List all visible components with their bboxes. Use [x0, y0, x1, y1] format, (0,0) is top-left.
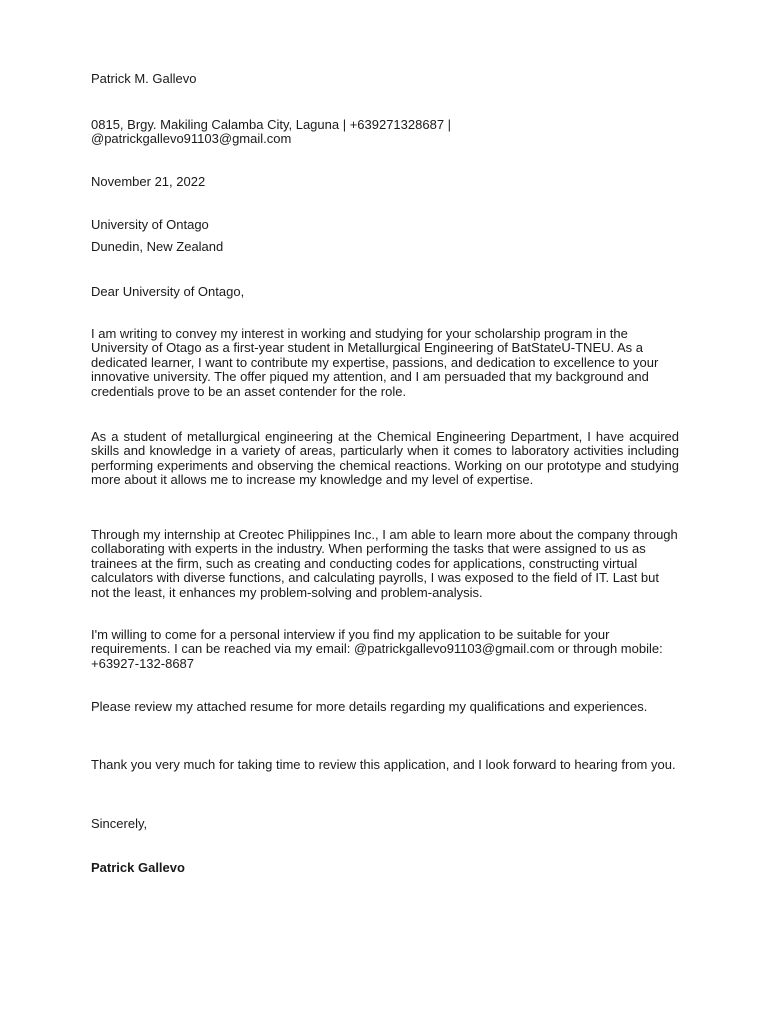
body-paragraph-6: Thank you very much for taking time to review this application, and I look forward to hearing from you. — [91, 757, 676, 772]
signature-name: Patrick Gallevo — [91, 860, 185, 875]
body-paragraph-4: I'm willing to come for a personal interview if you find my application to be suitable for your requirements. I can be reached via my email: @patrickgallevo91103@gmail.com or through mobile: +63927-132-8687 — [91, 627, 663, 671]
recipient-name: University of Ontago — [91, 217, 209, 232]
body-paragraph-3: Through my internship at Creotec Philippines Inc., I am able to learn more about the company through collaborating with experts in the industry. When performing the tasks that were assigned to us as trainees at the firm, such as creating and conducting codes for applications, constructing virtual calculators with diverse functions, and calculating payrolls, I was exposed to the field of IT. Last but not the least, it enhances my problem-solving and problem-analysis. — [91, 527, 678, 600]
body-paragraph-2: As a student of metallurgical engineering at the Chemical Engineering Department, I have acquired skills and knowledge in a variety of areas, particularly when it comes to laboratory activities including performing experiments and observing the chemical reactions. Working on our prototype and studying more about it allows me to increase my knowledge and my level of expertise. — [91, 429, 679, 488]
recipient-location: Dunedin, New Zealand — [91, 239, 224, 254]
body-paragraph-5: Please review my attached resume for more details regarding my qualifications and experiences. — [91, 699, 648, 714]
sender-address-line2: @patrickgallevo91103@gmail.com — [91, 131, 292, 146]
sender-address-line1: 0815, Brgy. Makiling Calamba City, Laguna | +639271328687 | — [91, 117, 452, 132]
closing: Sincerely, — [91, 816, 148, 831]
sender-name: Patrick M. Gallevo — [91, 71, 197, 86]
salutation: Dear University of Ontago, — [91, 284, 245, 299]
letter-date: November 21, 2022 — [91, 174, 206, 189]
body-paragraph-1: I am writing to convey my interest in working and studying for your scholarship program in the University of Otago as a first-year student in Metallurgical Engineering of BatStateU-TNEU. As a dedicated learner, I want to contribute my expertise, passions, and dedication to excellence to your innovative university. The offer piqued my attention, and I am persuaded that my background and credentials prove to be an asset contender for the role. — [91, 326, 659, 399]
